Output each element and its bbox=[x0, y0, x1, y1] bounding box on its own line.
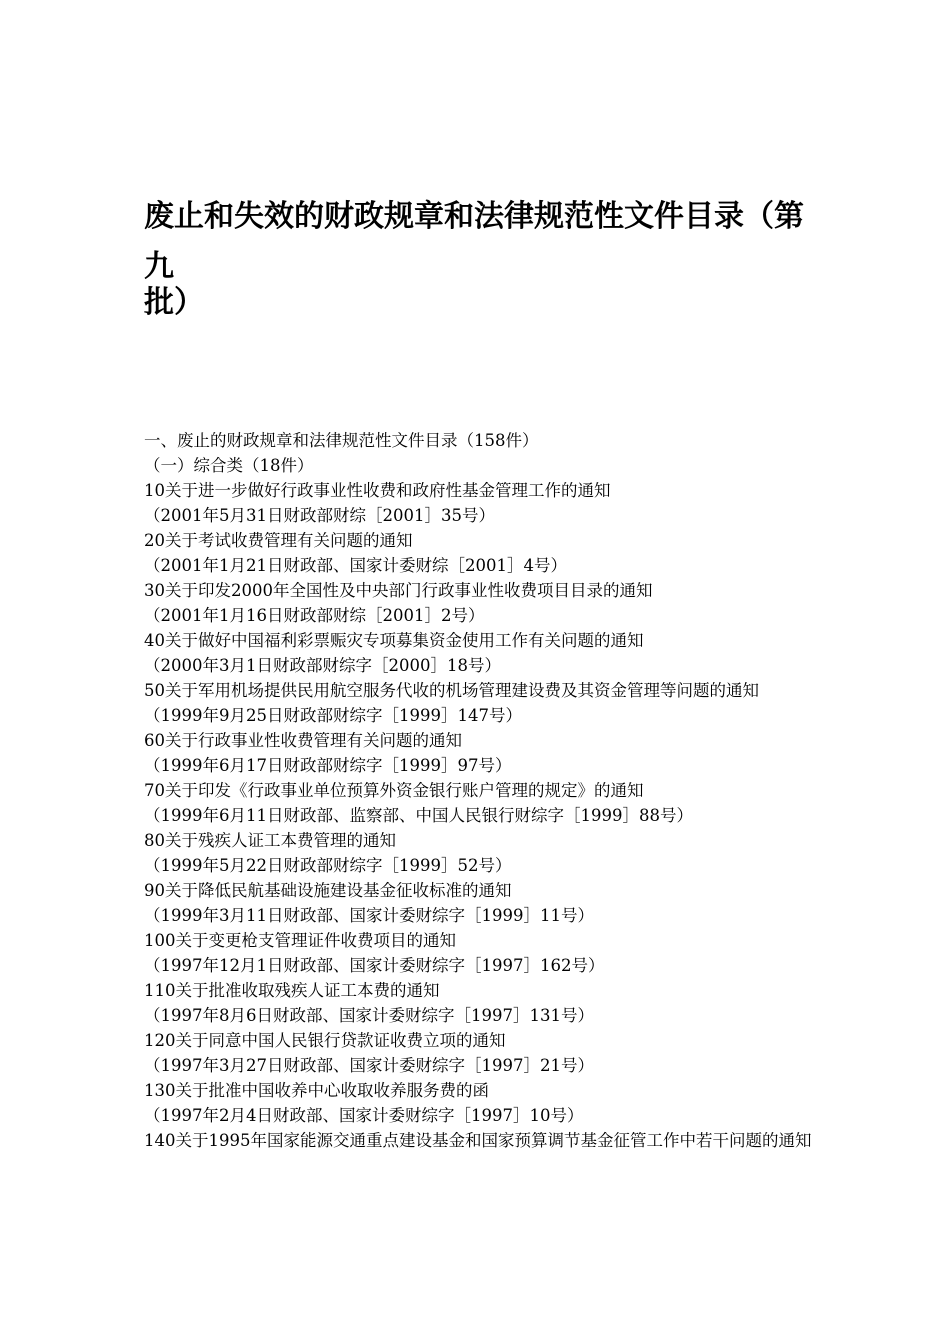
list-item-title: 10关于进一步做好行政事业性收费和政府性基金管理工作的通知 bbox=[144, 481, 611, 500]
list-item-source: （1997年2月4日财政部、国家计委财综字［1997］10号） bbox=[144, 1106, 584, 1125]
list-item-source: （2001年1月16日财政部财综［2001］2号） bbox=[144, 606, 485, 625]
list-item bbox=[144, 878, 814, 928]
list-item bbox=[144, 828, 814, 878]
list-item bbox=[144, 1028, 814, 1078]
list-item-title: 90关于降低民航基础设施建设基金征收标准的通知 bbox=[144, 881, 512, 900]
list-item bbox=[144, 528, 814, 578]
list-item-title: 100关于变更枪支管理证件收费项目的通知 bbox=[144, 931, 456, 950]
list-item bbox=[144, 1078, 814, 1128]
document-title-line-2: 批） bbox=[144, 285, 204, 320]
list-item bbox=[144, 778, 814, 828]
list-item-source: （1999年6月17日财政部财综字［1999］97号） bbox=[144, 756, 512, 775]
section-heading: 一、废止的财政规章和法律规范性文件目录（158件） bbox=[144, 431, 539, 450]
list-item-source: （1997年12月1日财政部、国家计委财综字［1997］162号） bbox=[144, 956, 605, 975]
list-item bbox=[144, 678, 814, 728]
list-item-title: 50关于军用机场提供民用航空服务代收的机场管理建设费及其资金管理等问题的通知 bbox=[144, 681, 759, 700]
list-item-source: （2001年5月31日财政部财综［2001］35号） bbox=[144, 506, 495, 525]
list-item-title: 60关于行政事业性收费管理有关问题的通知 bbox=[144, 731, 462, 750]
list-item bbox=[144, 578, 814, 628]
list-item-title: 80关于残疾人证工本费管理的通知 bbox=[144, 831, 396, 850]
list-item-title: 30关于印发2000年全国性及中央部门行政事业性收费项目目录的通知 bbox=[144, 581, 653, 600]
list-item-title: 140关于1995年国家能源交通重点建设基金和国家预算调节基金征管工作中若干问题的通知 bbox=[144, 1131, 812, 1150]
list-item-source: （2000年3月1日财政部财综字［2000］18号） bbox=[144, 656, 501, 675]
list-item-source: （1999年9月25日财政部财综字［1999］147号） bbox=[144, 706, 522, 725]
list-item-title: 130关于批准中国收养中心收取收养服务费的函 bbox=[144, 1081, 489, 1100]
list-item-source: （1997年8月6日财政部、国家计委财综字［1997］131号） bbox=[144, 1006, 594, 1025]
list-item-source: （1999年5月22日财政部财综字［1999］52号） bbox=[144, 856, 512, 875]
list-item-source: （2001年1月21日财政部、国家计委财综［2001］4号） bbox=[144, 556, 567, 575]
list-item-title: 40关于做好中国福利彩票赈灾专项募集资金使用工作有关问题的通知 bbox=[144, 631, 644, 650]
list-item bbox=[144, 928, 814, 978]
list-item bbox=[144, 628, 814, 678]
list-item bbox=[144, 478, 814, 528]
list-item bbox=[144, 728, 814, 778]
list-item-title: 120关于同意中国人民银行贷款证收费立项的通知 bbox=[144, 1031, 506, 1050]
list-item-title: 110关于批准收取残疾人证工本费的通知 bbox=[144, 981, 440, 1000]
document-body bbox=[144, 428, 814, 1153]
list-item-source: （1999年3月11日财政部、国家计委财综字［1999］11号） bbox=[144, 906, 594, 925]
list-item-title: 70关于印发《行政事业单位预算外资金银行账户管理的规定》的通知 bbox=[144, 781, 644, 800]
list-item-source: （1999年6月11日财政部、监察部、中国人民银行财综字［1999］88号） bbox=[144, 806, 693, 825]
list-item bbox=[144, 1128, 814, 1153]
subsection-heading: （一）综合类（18件） bbox=[144, 456, 314, 475]
list-item-source: （1997年3月27日财政部、国家计委财综字［1997］21号） bbox=[144, 1056, 594, 1075]
list-item-title: 20关于考试收费管理有关问题的通知 bbox=[144, 531, 413, 550]
document-title bbox=[144, 192, 824, 328]
list-item bbox=[144, 978, 814, 1028]
document-title-line-1: 废止和失效的财政规章和法律规范性文件目录（第九 bbox=[144, 199, 804, 284]
